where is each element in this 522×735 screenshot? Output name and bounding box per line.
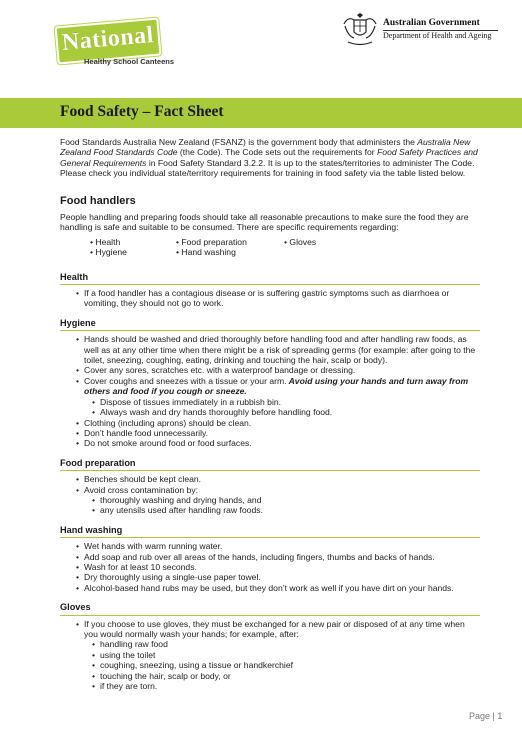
intro-code-name: Australia New Zealand Food Standards Code (60, 137, 471, 158)
health-heading: Health (60, 272, 480, 285)
sub-list-item: • touching the hair, scalp or body, or (60, 671, 480, 681)
intro-standard-name: Food Safety Practices and General Requirements (60, 147, 478, 168)
requirement-item: • Hand washing (176, 247, 236, 258)
sub-list-item: • thoroughly washing and drying hands, and (60, 495, 480, 505)
requirements-col-1 (90, 237, 176, 258)
requirement-item: • Food preparation (176, 236, 247, 247)
sub-list-item: • coughing, sneezing, using a tissue or handkerchief (60, 660, 480, 670)
intro-text-2: (the Code). The Code sets out the requirements for (177, 147, 375, 158)
hand-washing-heading: Hand washing (60, 525, 480, 538)
cough-emphasis: Avoid using your hands and turn away from others and food if you cough or sneeze. (84, 375, 469, 397)
requirements-col-3 (284, 237, 370, 258)
requirements-col-2 (176, 237, 284, 258)
intro-text-1: Food Standards Australia New Zealand (FSANZ) is the government body that administers the (60, 137, 415, 147)
header (0, 0, 522, 98)
list-item: • Wet hands with warm running water. (60, 541, 480, 551)
list-item: • Hands should be washed and dried thoroughly before handling food and after handling raw foods, as well as at any other time when there might be a risk of spreading germs (for example: after going to the toilet, sneezing, coughing, eating, drinking and touching the hair, scalp or body). (60, 334, 480, 365)
page-number: Page | 1 (469, 711, 503, 721)
food-handlers-heading: Food handlers (60, 194, 136, 207)
intro-text-3: in Food Safety Standard 3.2.2. It is up to the states/territories to administer The Code. Please check you individual state/territory requirements for training in food safety via the table listed below. (60, 157, 475, 179)
logo-subtitle: Healthy School Canteens (84, 57, 175, 66)
coat-of-arms-icon (340, 12, 380, 48)
list-item: • Cover any sores, scratches etc. with a waterproof bandage or dressing. (60, 365, 480, 375)
hygiene-section (60, 318, 480, 449)
gov-department: Department of Health and Ageing (383, 31, 492, 40)
hand-washing-section (60, 525, 480, 593)
logo-text: National (60, 22, 155, 56)
requirements-list (90, 237, 480, 258)
requirement-item: • Gloves (284, 236, 317, 247)
list-item: • Clothing (including aprons) should be clean. (60, 418, 480, 428)
cough-text: Cover coughs and sneezes with a tissue or your arm. (84, 375, 287, 386)
food-preparation-section (60, 458, 480, 516)
requirement-item: • Hygiene (90, 247, 127, 258)
intro-paragraph (60, 137, 480, 179)
gloves-section (60, 602, 480, 691)
sub-list-item: • if they are torn. (60, 681, 480, 691)
list-item: • Benches should be kept clean. (60, 474, 480, 484)
sub-list-item: • Always wash and dry hands thoroughly before handling food. (60, 407, 480, 417)
list-item: • Do not smoke around food or food surfaces. (60, 438, 480, 448)
gov-name: Australian Government (383, 18, 480, 28)
list-item: • Add soap and rub over all areas of the hands, including fingers, thumbs and backs of hands. (60, 552, 480, 562)
government-logo (340, 12, 500, 52)
list-item: • If you choose to use gloves, they must be exchanged for a new pair or disposed of at any time when you would normally wash your hands; for example, after: (60, 619, 480, 640)
food-handlers-text: People handling and preparing foods should take all reasonable precautions to make sure the food they are handling is safe and suitable to be consumed. There are specific requirements regarding: (60, 212, 469, 233)
sub-list-item: • using the toilet (60, 650, 480, 660)
title-bar (0, 98, 522, 128)
requirement-item: • Health (90, 236, 121, 247)
sub-list-item: • handling raw food (60, 639, 480, 649)
health-section (60, 272, 480, 309)
list-item: • Wash for at least 10 seconds. (60, 562, 480, 572)
list-item: • Dry thoroughly using a single-use paper towel. (60, 572, 480, 582)
sub-list-item: • Dispose of tissues immediately in a rubbish bin. (60, 397, 480, 407)
list-item: • Avoid cross contamination by: (60, 485, 480, 495)
list-item: • Alcohol-based hand rubs may be used, but they don’t work as well if you have dirt on your hands. (60, 583, 480, 593)
food-preparation-heading: Food preparation (60, 458, 480, 471)
list-item (60, 376, 480, 397)
gloves-heading: Gloves (60, 602, 480, 615)
hygiene-heading: Hygiene (60, 318, 480, 331)
list-item: • If a food handler has a contagious disease or is suffering gastric symptoms such as diarrhoea or vomiting, they should not go to work. (60, 288, 480, 309)
page-title: Food Safety – Fact Sheet (60, 103, 224, 120)
fact-sheet-body (60, 137, 480, 700)
list-item: • Don’t handle food unnecessarily. (60, 428, 480, 438)
sub-list-item: • any utensils used after handling raw foods. (60, 505, 480, 515)
